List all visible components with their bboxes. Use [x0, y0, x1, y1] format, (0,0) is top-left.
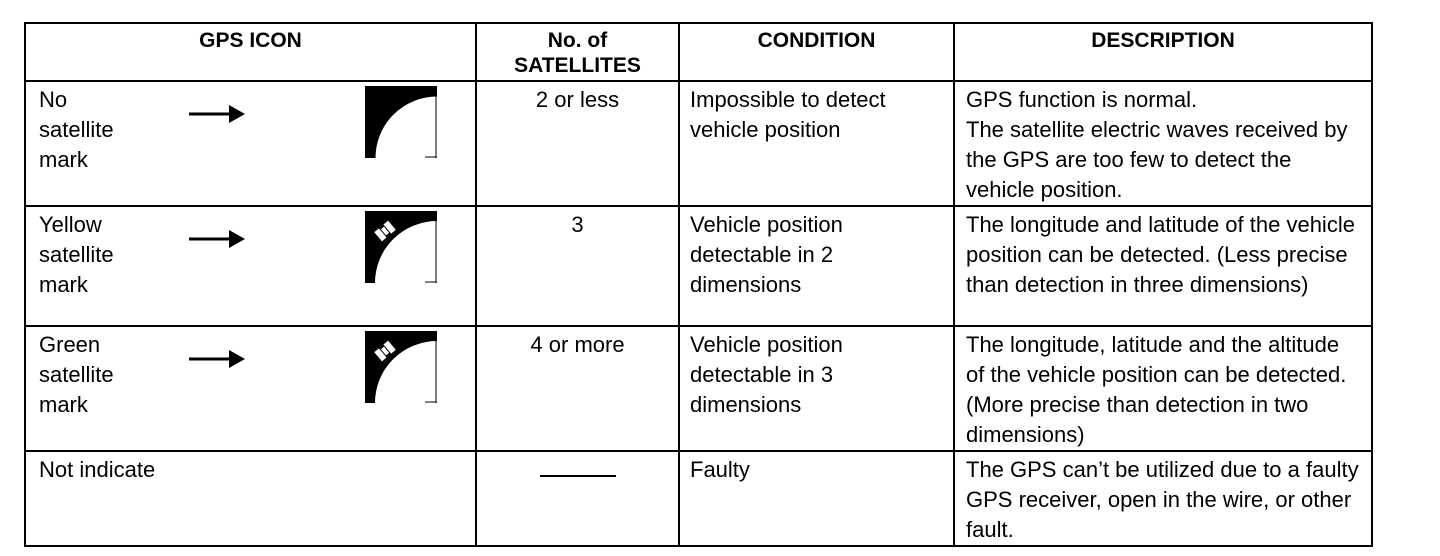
description-cell: The longitude, latitude and the altitude of the vehicle position can be detected. (More precise than detection in two dimensions) [954, 326, 1372, 451]
gps-yellow-satellite-icon [365, 211, 437, 283]
description-cell: The longitude and latitude of the vehicle position can be detected. (Less precise than detection in three dimensions) [954, 206, 1372, 326]
icon-cell [25, 81, 476, 206]
condition-cell: Vehicle position detectable in 3 dimensions [679, 326, 954, 451]
icon-cell [25, 326, 476, 451]
icon-label: No satellite mark [39, 87, 114, 172]
icon-cell [25, 206, 476, 326]
gps-no-satellite-icon [365, 86, 437, 158]
satellites-cell: 2 or less [476, 81, 679, 206]
icon-label: Not indicate [39, 457, 156, 482]
satellites-cell: 3 [476, 206, 679, 326]
table-row [25, 451, 1372, 546]
satellites-cell [476, 451, 679, 546]
icon-label: Green satellite mark [39, 332, 114, 417]
table-row [25, 326, 1372, 451]
right-arrow-icon [189, 227, 245, 251]
icon-label: Yellow satellite mark [39, 212, 114, 297]
condition-cell: Vehicle position detectable in 2 dimensions [679, 206, 954, 326]
description-cell: The GPS can’t be utilized due to a faulty GPS receiver, open in the wire, or other fault. [954, 451, 1372, 546]
header-satellites-line2: SATELLITES [514, 54, 641, 77]
header-condition: CONDITION [679, 23, 954, 81]
header-satellites-line1: No. of [547, 29, 608, 52]
table-row [25, 206, 1372, 326]
header-satellites [476, 23, 679, 81]
condition-cell: Impossible to detect vehicle position [679, 81, 954, 206]
gps-green-satellite-icon [365, 331, 437, 403]
table-row [25, 81, 1372, 206]
satellites-cell: 4 or more [476, 326, 679, 451]
right-arrow-icon [189, 347, 245, 371]
condition-cell: Faulty [679, 451, 954, 546]
no-satellites-dash [540, 475, 616, 477]
header-description: DESCRIPTION [954, 23, 1372, 81]
header-row [25, 23, 1372, 81]
icon-cell [25, 451, 476, 546]
description-cell: GPS function is normal. The satellite electric waves received by the GPS are too few to detect the vehicle position. [954, 81, 1372, 206]
right-arrow-icon [189, 102, 245, 126]
header-gps-icon: GPS ICON [25, 23, 476, 81]
gps-status-table [24, 22, 1373, 547]
